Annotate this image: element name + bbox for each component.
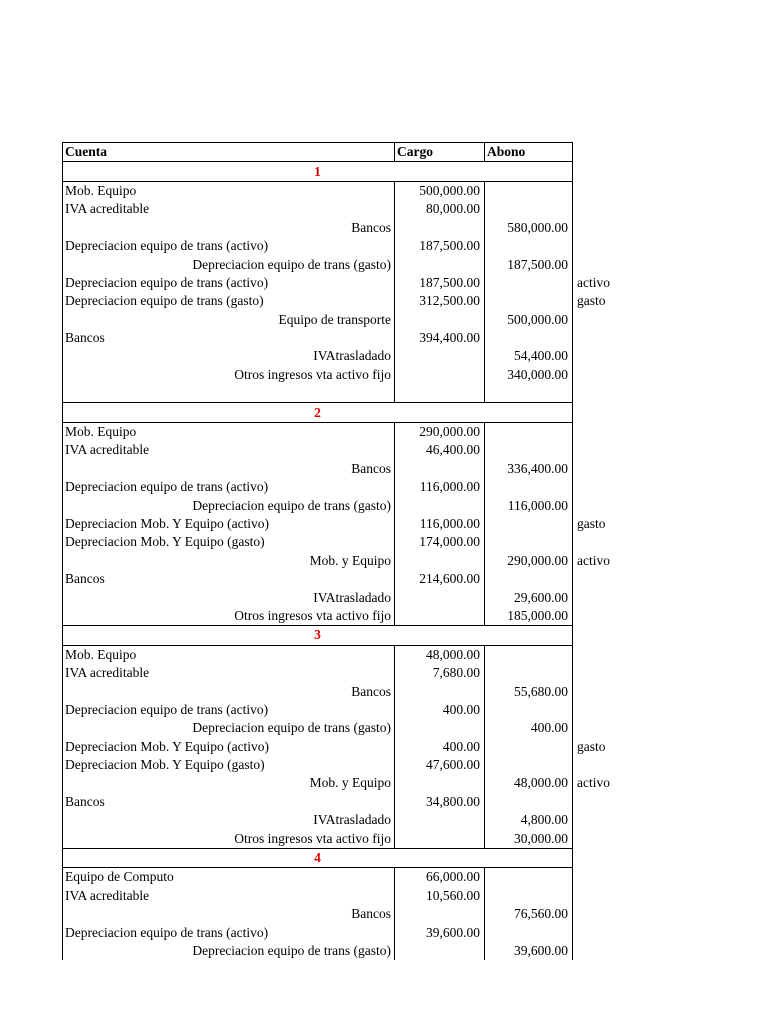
cargo-cell: 47,600.00	[395, 756, 485, 774]
note-cell	[573, 496, 633, 514]
entry-number: 3	[63, 626, 573, 645]
note-cell	[573, 664, 633, 682]
table-row	[63, 292, 633, 310]
abono-cell	[485, 533, 573, 551]
cargo-cell: 500,000.00	[395, 181, 485, 200]
cargo-cell	[395, 496, 485, 514]
journal-table	[62, 142, 633, 960]
table-row	[63, 441, 633, 459]
table-row	[63, 756, 633, 774]
cargo-cell: 39,600.00	[395, 923, 485, 941]
note-cell	[573, 719, 633, 737]
note-cell	[573, 682, 633, 700]
account-cell: Depreciacion Mob. Y Equipo (activo)	[63, 515, 395, 533]
note-cell	[573, 478, 633, 496]
cargo-cell: 66,000.00	[395, 868, 485, 887]
cargo-cell: 48,000.00	[395, 645, 485, 664]
cargo-cell: 174,000.00	[395, 533, 485, 551]
cargo-cell: 80,000.00	[395, 200, 485, 218]
cargo-cell	[395, 607, 485, 626]
cargo-cell	[395, 829, 485, 848]
abono-cell: 39,600.00	[485, 942, 573, 960]
note-cell	[573, 219, 633, 237]
abono-cell	[485, 570, 573, 588]
note-cell	[573, 329, 633, 347]
account-cell: Depreciacion equipo de trans (activo)	[63, 478, 395, 496]
cargo-cell: 116,000.00	[395, 515, 485, 533]
abono-cell	[485, 237, 573, 255]
abono-cell	[485, 923, 573, 941]
account-cell: IVAtrasladado	[63, 347, 395, 365]
abono-cell: 54,400.00	[485, 347, 573, 365]
table-row	[63, 329, 633, 347]
cargo-cell	[395, 311, 485, 329]
entry-number: 2	[63, 403, 573, 422]
account-cell: Depreciacion equipo de trans (activo)	[63, 923, 395, 941]
abono-cell: 55,680.00	[485, 682, 573, 700]
note-cell	[573, 793, 633, 811]
table-row	[63, 942, 633, 960]
table-row	[63, 255, 633, 273]
abono-cell	[485, 384, 573, 403]
table-row	[63, 664, 633, 682]
abono-cell: 116,000.00	[485, 496, 573, 514]
account-cell: Otros ingresos vta activo fijo	[63, 829, 395, 848]
table-row	[63, 829, 633, 848]
account-cell: Depreciacion Mob. Y Equipo (gasto)	[63, 533, 395, 551]
account-cell: Bancos	[63, 570, 395, 588]
account-cell: Depreciacion equipo de trans (gasto)	[63, 255, 395, 273]
header-abono: Abono	[485, 143, 573, 162]
note-cell	[573, 829, 633, 848]
abono-cell	[485, 645, 573, 664]
cargo-cell	[395, 366, 485, 384]
cargo-cell: 400.00	[395, 738, 485, 756]
cargo-cell: 394,400.00	[395, 329, 485, 347]
note-cell: activo	[577, 274, 610, 290]
account-cell: Bancos	[63, 219, 395, 237]
account-cell: Equipo de Computo	[63, 868, 395, 887]
abono-cell	[485, 329, 573, 347]
header-cuenta: Cuenta	[63, 143, 395, 162]
note-cell	[573, 923, 633, 941]
abono-cell: 4,800.00	[485, 811, 573, 829]
abono-cell	[485, 664, 573, 682]
note-cell	[573, 384, 633, 403]
cargo-cell	[395, 774, 485, 792]
account-cell: Otros ingresos vta activo fijo	[63, 607, 395, 626]
cargo-cell	[395, 552, 485, 570]
entry-number-row	[63, 848, 633, 867]
account-cell: Bancos	[63, 905, 395, 923]
table-row	[63, 552, 633, 570]
account-cell: Mob. Equipo	[63, 181, 395, 200]
account-cell: Depreciacion Mob. Y Equipo (gasto)	[63, 756, 395, 774]
cargo-cell: 187,500.00	[395, 237, 485, 255]
note-cell	[573, 460, 633, 478]
account-cell: IVA acreditable	[63, 200, 395, 218]
abono-cell	[485, 515, 573, 533]
table-row	[63, 460, 633, 478]
table-row	[63, 311, 633, 329]
cargo-cell	[395, 219, 485, 237]
cargo-cell: 312,500.00	[395, 292, 485, 310]
table-row	[63, 515, 633, 533]
note-cell	[573, 942, 633, 960]
note-cell	[573, 181, 633, 200]
abono-cell: 580,000.00	[485, 219, 573, 237]
table-row	[63, 923, 633, 941]
cargo-cell	[395, 905, 485, 923]
abono-cell	[485, 887, 573, 905]
note-cell	[573, 645, 633, 664]
abono-cell	[485, 292, 573, 310]
table-row	[63, 274, 633, 292]
abono-cell	[485, 793, 573, 811]
account-cell: Bancos	[63, 793, 395, 811]
cargo-cell	[395, 255, 485, 273]
note-empty	[573, 162, 633, 181]
abono-cell	[485, 274, 573, 292]
abono-cell	[485, 441, 573, 459]
abono-cell: 76,560.00	[485, 905, 573, 923]
note-cell	[573, 570, 633, 588]
account-cell: Mob. y Equipo	[63, 774, 395, 792]
table-row	[63, 200, 633, 218]
note-cell: gasto	[577, 293, 606, 309]
cargo-cell: 46,400.00	[395, 441, 485, 459]
table-row	[63, 533, 633, 551]
table-row	[63, 719, 633, 737]
cargo-cell	[395, 682, 485, 700]
account-cell: Equipo de transporte	[63, 311, 395, 329]
abono-cell	[485, 756, 573, 774]
note-cell	[573, 868, 633, 887]
cargo-cell: 290,000.00	[395, 422, 485, 441]
account-cell: Mob. y Equipo	[63, 552, 395, 570]
note-cell: gasto	[577, 516, 606, 531]
table-row	[63, 422, 633, 441]
abono-cell: 185,000.00	[485, 607, 573, 626]
account-cell: Bancos	[63, 682, 395, 700]
cargo-cell	[395, 719, 485, 737]
note-cell	[573, 756, 633, 774]
note-cell: gasto	[577, 738, 606, 754]
account-cell: IVA acreditable	[63, 441, 395, 459]
note-cell	[573, 441, 633, 459]
account-cell: Depreciacion equipo de trans (gasto)	[63, 292, 395, 310]
table-row	[63, 774, 633, 792]
note-cell	[573, 347, 633, 365]
cargo-cell: 187,500.00	[395, 274, 485, 292]
cargo-cell	[395, 384, 485, 403]
table-row	[63, 181, 633, 200]
note-cell	[573, 533, 633, 551]
abono-cell	[485, 868, 573, 887]
account-cell: IVA acreditable	[63, 664, 395, 682]
account-cell: Depreciacion Mob. Y Equipo (activo)	[63, 738, 395, 756]
account-cell: Depreciacion equipo de trans (gasto)	[63, 942, 395, 960]
note-cell	[573, 366, 633, 384]
entry-number-row	[63, 626, 633, 645]
abono-cell: 400.00	[485, 719, 573, 737]
header-cargo: Cargo	[395, 143, 485, 162]
table-row	[63, 793, 633, 811]
account-cell: Depreciacion equipo de trans (gasto)	[63, 719, 395, 737]
note-cell	[573, 887, 633, 905]
note-cell	[573, 811, 633, 829]
cargo-cell: 116,000.00	[395, 478, 485, 496]
cargo-cell	[395, 588, 485, 606]
note-cell	[573, 200, 633, 218]
abono-cell: 336,400.00	[485, 460, 573, 478]
note-cell	[573, 588, 633, 606]
cargo-cell: 34,800.00	[395, 793, 485, 811]
account-cell: Depreciacion equipo de trans (activo)	[63, 701, 395, 719]
cargo-cell: 214,600.00	[395, 570, 485, 588]
abono-cell	[485, 701, 573, 719]
note-empty	[573, 848, 633, 867]
note-cell	[573, 422, 633, 441]
entry-number: 4	[63, 848, 573, 867]
abono-cell: 29,600.00	[485, 588, 573, 606]
entry-number-row	[63, 162, 633, 181]
cargo-cell	[395, 942, 485, 960]
table-row	[63, 887, 633, 905]
account-cell: Depreciacion equipo de trans (activo)	[63, 274, 395, 292]
abono-cell	[485, 738, 573, 756]
journal-sheet	[62, 142, 633, 960]
note-cell: activo	[577, 552, 610, 568]
account-cell: IVAtrasladado	[63, 811, 395, 829]
table-row	[63, 588, 633, 606]
note-empty	[573, 403, 633, 422]
cargo-cell: 7,680.00	[395, 664, 485, 682]
cargo-cell: 10,560.00	[395, 887, 485, 905]
cargo-cell	[395, 460, 485, 478]
abono-cell	[485, 200, 573, 218]
cargo-cell	[395, 811, 485, 829]
table-row	[63, 237, 633, 255]
account-cell: IVAtrasladado	[63, 588, 395, 606]
abono-cell: 500,000.00	[485, 311, 573, 329]
table-row	[63, 701, 633, 719]
note-cell	[573, 237, 633, 255]
entry-number-row	[63, 403, 633, 422]
table-row	[63, 219, 633, 237]
note-cell	[573, 701, 633, 719]
table-row	[63, 738, 633, 756]
abono-cell	[485, 422, 573, 441]
table-row	[63, 496, 633, 514]
abono-cell: 340,000.00	[485, 366, 573, 384]
header-row	[63, 143, 633, 162]
note-cell	[573, 311, 633, 329]
account-cell: Otros ingresos vta activo fijo	[63, 366, 395, 384]
account-cell: Bancos	[63, 460, 395, 478]
table-row	[63, 478, 633, 496]
table-row	[63, 905, 633, 923]
account-cell: Depreciacion equipo de trans (gasto)	[63, 496, 395, 514]
cargo-cell	[395, 347, 485, 365]
table-row	[63, 366, 633, 384]
entry-number: 1	[63, 162, 573, 181]
abono-cell	[485, 478, 573, 496]
account-cell: Mob. Equipo	[63, 422, 395, 441]
account-cell: Depreciacion equipo de trans (activo)	[63, 237, 395, 255]
account-cell: IVA acreditable	[63, 887, 395, 905]
table-row	[63, 811, 633, 829]
account-cell: Bancos	[63, 329, 395, 347]
table-row	[63, 682, 633, 700]
table-row	[63, 868, 633, 887]
abono-cell: 187,500.00	[485, 255, 573, 273]
note-empty	[573, 626, 633, 645]
blank-row	[63, 384, 633, 403]
note-cell	[573, 905, 633, 923]
note-cell	[573, 607, 633, 626]
abono-cell	[485, 181, 573, 200]
note-cell: activo	[577, 775, 610, 791]
account-cell	[63, 384, 395, 403]
table-row	[63, 645, 633, 664]
table-row	[63, 347, 633, 365]
abono-cell: 48,000.00	[485, 774, 573, 792]
cargo-cell: 400.00	[395, 701, 485, 719]
account-cell: Mob. Equipo	[63, 645, 395, 664]
table-row	[63, 607, 633, 626]
table-row	[63, 570, 633, 588]
abono-cell: 30,000.00	[485, 829, 573, 848]
abono-cell: 290,000.00	[485, 552, 573, 570]
note-cell	[573, 255, 633, 273]
